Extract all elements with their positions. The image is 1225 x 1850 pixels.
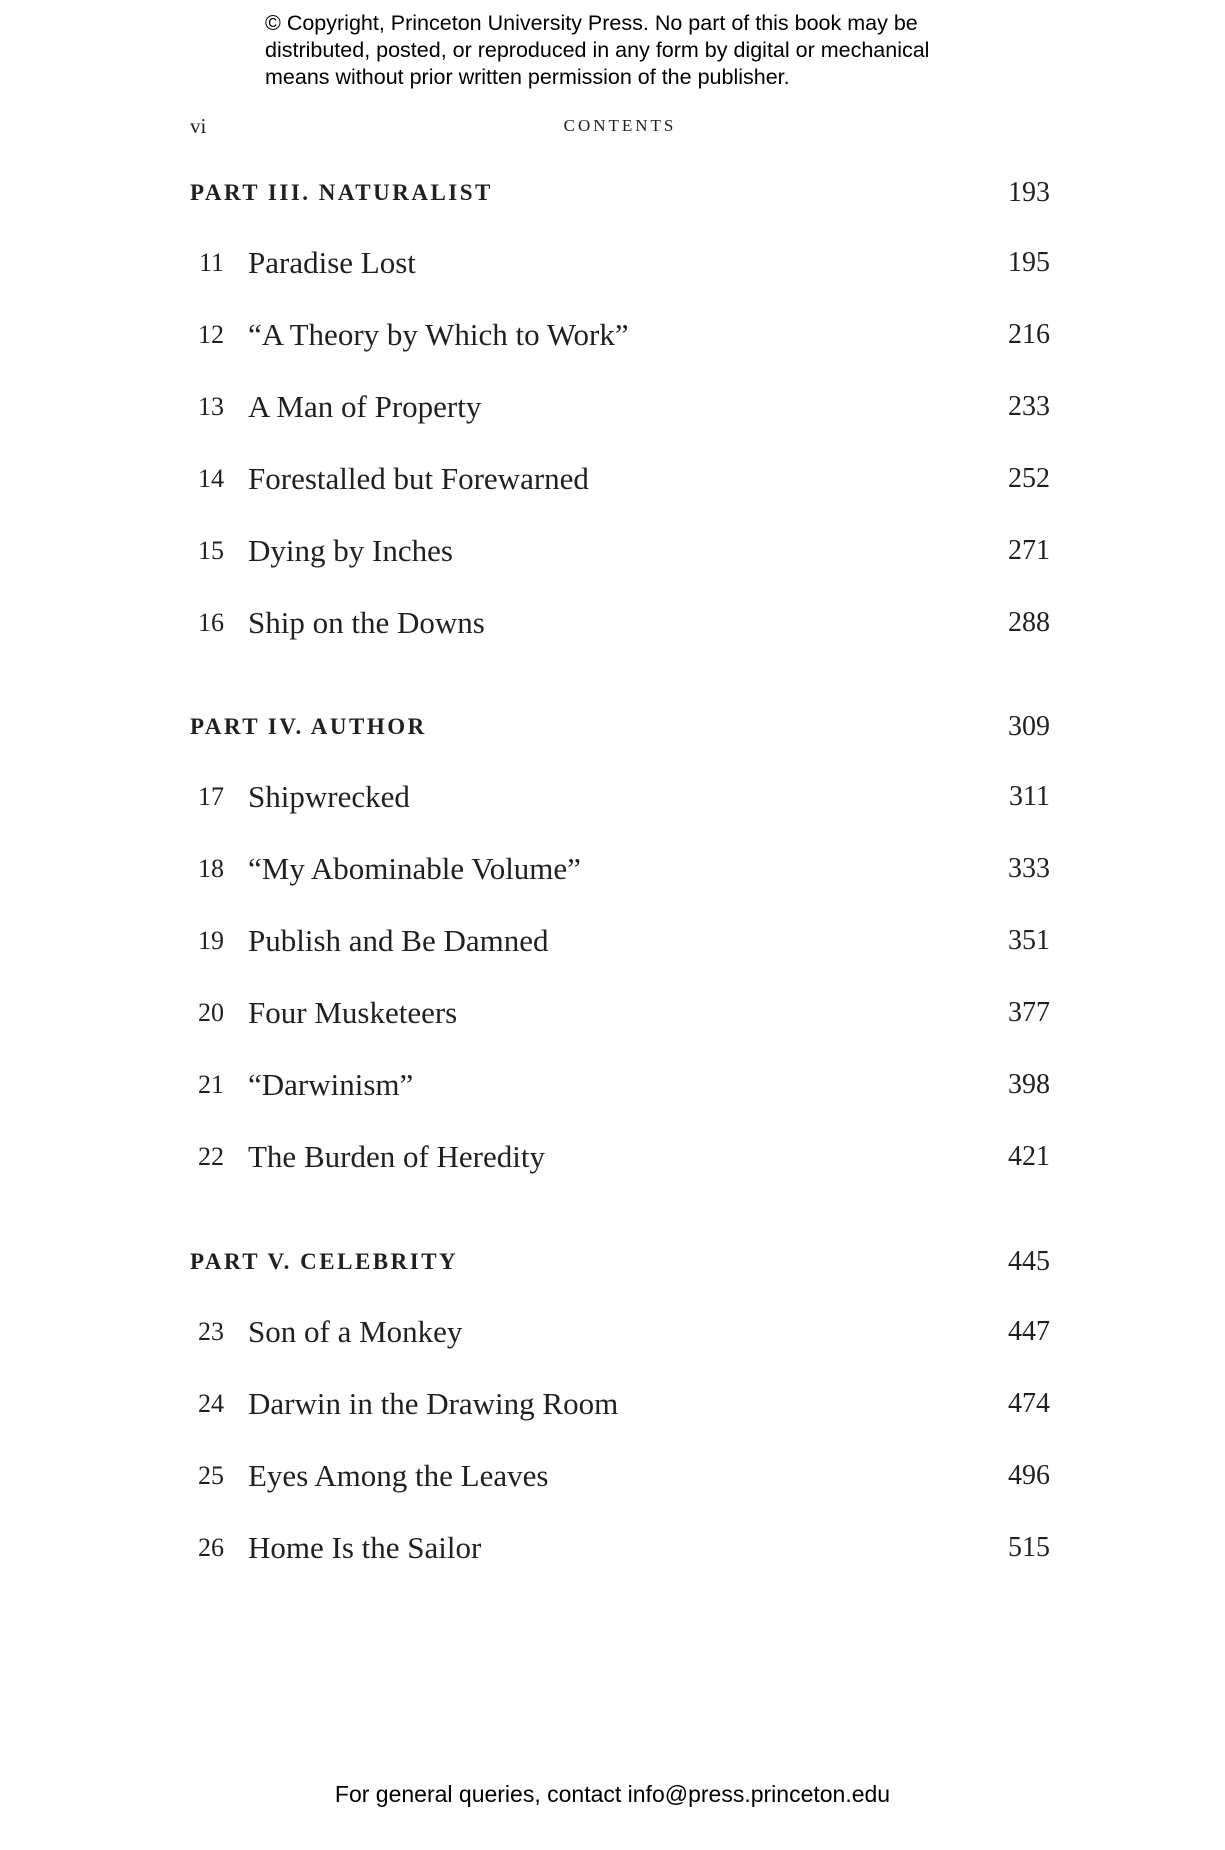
part-heading xyxy=(190,707,1050,747)
chapter-title: Forestalled but Forewarned xyxy=(248,461,589,496)
toc-entry xyxy=(190,1310,1050,1354)
toc-entry xyxy=(190,1135,1050,1179)
chapter-page-number: 398 xyxy=(1008,1069,1050,1100)
chapter-title: Ship on the Downs xyxy=(248,605,485,640)
toc-entry xyxy=(190,1063,1050,1107)
chapter-page-number: 351 xyxy=(1008,925,1050,956)
toc-entry xyxy=(190,847,1050,891)
chapter-page-number: 496 xyxy=(1008,1460,1050,1491)
part-title: PART III. NATURALIST xyxy=(190,180,493,205)
chapter-number: 21 xyxy=(198,1070,224,1099)
chapter-number: 25 xyxy=(198,1461,224,1490)
chapter-title: “Darwinism” xyxy=(248,1067,414,1102)
toc-entry xyxy=(190,1382,1050,1426)
chapter-title: Son of a Monkey xyxy=(248,1314,463,1349)
part-heading xyxy=(190,173,1050,213)
chapter-number: 19 xyxy=(198,926,224,955)
chapter-number: 14 xyxy=(198,464,224,493)
chapter-number: 20 xyxy=(198,998,224,1027)
chapter-title: Eyes Among the Leaves xyxy=(248,1458,549,1493)
chapter-number: 26 xyxy=(198,1533,224,1562)
chapter-page-number: 271 xyxy=(1008,535,1050,566)
chapter-title: Paradise Lost xyxy=(248,245,416,280)
chapter-page-number: 311 xyxy=(1009,781,1050,812)
toc-entry xyxy=(190,1454,1050,1498)
toc-entry xyxy=(190,241,1050,285)
toc-entry xyxy=(190,1526,1050,1570)
chapter-number: 24 xyxy=(198,1389,224,1418)
chapter-page-number: 421 xyxy=(1008,1141,1050,1172)
toc-entry xyxy=(190,313,1050,357)
part-page-number: 193 xyxy=(1008,177,1050,208)
chapter-title: Dying by Inches xyxy=(248,533,453,568)
chapter-number: 12 xyxy=(198,320,224,349)
toc-entry xyxy=(190,529,1050,573)
chapter-page-number: 474 xyxy=(1008,1388,1050,1419)
chapter-number: 18 xyxy=(198,854,224,883)
toc-entry xyxy=(190,385,1050,429)
part-title: PART IV. AUTHOR xyxy=(190,714,427,739)
part-heading xyxy=(190,1242,1050,1282)
chapter-title: Shipwrecked xyxy=(248,779,410,814)
chapter-title: Four Musketeers xyxy=(248,995,458,1030)
chapter-title: Darwin in the Drawing Room xyxy=(248,1386,619,1421)
chapter-title: Home Is the Sailor xyxy=(248,1530,482,1565)
copyright-line: means without prior written permission of the publisher. xyxy=(265,65,790,89)
copyright-notice xyxy=(265,10,1025,91)
copyright-line: distributed, posted, or reproduced in any form by digital or mechanical xyxy=(265,38,930,62)
chapter-number: 16 xyxy=(198,608,224,637)
part-page-number: 445 xyxy=(1008,1246,1050,1277)
chapter-number: 17 xyxy=(198,782,224,811)
chapter-page-number: 288 xyxy=(1008,607,1050,638)
chapter-number: 11 xyxy=(198,248,224,277)
toc-entry xyxy=(190,457,1050,501)
chapter-page-number: 515 xyxy=(1008,1532,1050,1563)
chapter-page-number: 252 xyxy=(1008,463,1050,494)
copyright-line: © Copyright, Princeton University Press. No part of this book may be xyxy=(265,11,918,35)
chapter-page-number: 447 xyxy=(1008,1316,1050,1347)
chapter-title: The Burden of Heredity xyxy=(248,1139,545,1174)
chapter-title: Publish and Be Damned xyxy=(248,923,549,958)
part-page-number: 309 xyxy=(1008,711,1050,742)
chapter-page-number: 216 xyxy=(1008,319,1050,350)
chapter-page-number: 377 xyxy=(1008,997,1050,1028)
chapter-number: 23 xyxy=(198,1317,224,1346)
chapter-title: “A Theory by Which to Work” xyxy=(248,317,629,352)
chapter-page-number: 233 xyxy=(1008,391,1050,422)
chapter-page-number: 195 xyxy=(1008,247,1050,278)
part-title: PART V. CELEBRITY xyxy=(190,1249,459,1274)
chapter-title: “My Abominable Volume” xyxy=(248,851,581,886)
chapter-number: 22 xyxy=(198,1142,224,1171)
footer-contact: For general queries, contact info@press.princeton.edu xyxy=(334,1781,891,1807)
chapter-page-number: 333 xyxy=(1008,853,1050,884)
toc-entry xyxy=(190,919,1050,963)
page-number: vi xyxy=(190,114,207,138)
chapter-title: A Man of Property xyxy=(248,389,482,424)
running-head: CONTENTS xyxy=(563,116,677,135)
chapter-number: 13 xyxy=(198,392,224,421)
toc-entry xyxy=(190,991,1050,1035)
toc-entry xyxy=(190,775,1050,819)
chapter-number: 15 xyxy=(198,536,224,565)
toc-entry xyxy=(190,601,1050,645)
